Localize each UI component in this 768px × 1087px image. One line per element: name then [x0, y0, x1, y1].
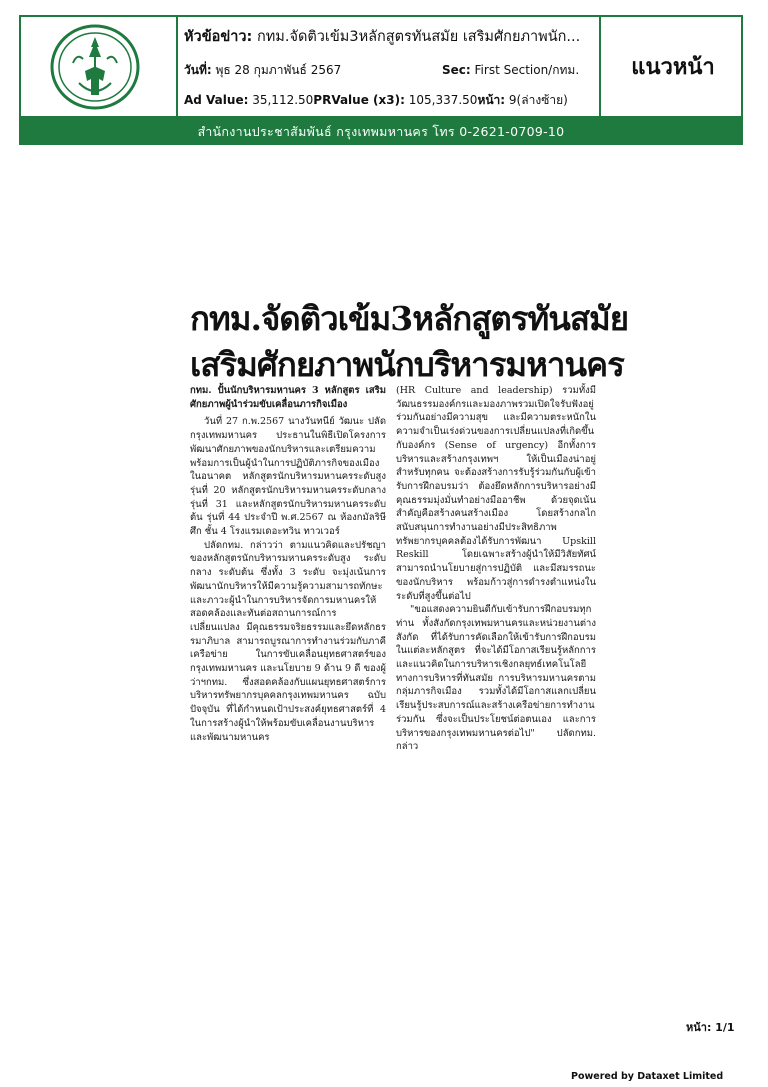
article-paragraph: วันที่ 27 ก.พ.2567 นางวันทนีย์ วัฒนะ ปลัดกรุงเทพมหานคร ประธานในพิธีเปิดโครงการพัฒนาศักยภาพของนักบริหารและเตรียมความพร้อมการเป็นผู้นำในการปฏิบัติภารกิจของเมืองในอนาคต หลักสูตรนักบริหารมหานครระดับสูง รุ่นที่ 20 หลักสูตรนักบริหารมหานครระดับกลาง รุ่นที่ 31 และหลักสูตรนักบริหารมหานครระดับต้น รุ่นที่ 44 ประจำปี พ.ศ.2567 ณ ห้องกมัลริษีศึก ชั้น 4 โรงแรมเดอะทวิน ทาวเวอร์: [190, 416, 386, 538]
logo-cell: [21, 17, 178, 116]
article-lead: กทม. ปั้นนักบริหารมหานคร 3 หลักสูตร เสริมศักยภาพผู้นำร่วมขับเคลื่อนภารกิจเมือง: [190, 385, 386, 410]
pr-value: 105,337.50: [408, 93, 478, 107]
powered-by: Powered by Dataxet Limited: [571, 1071, 724, 1082]
article-paragraph: ปลัดกทม. กล่าวว่า ตามแนวคิดและปรัชญาของหลักสูตรนักบริหารมหานครระดับสูง ระดับกลาง ระดับต้น ซึ่งทั้ง 3 ระดับ จะมุ่งเน้นการพัฒนานักบริหารให้มีความรู้ความสามารถทักษะและภาวะผู้นำในการบริหารจัดการมหานครให้สอดคล้องและทันต่อสถานการณ์การเปลี่ยนแปลง มีคุณธรรมจริยธรรมและยึดหลักธรรมาภิบาล สามารถบูรณาการทำงานร่วมกับภาคีเครือข่าย ในการขับเคลื่อนยุทธศาสตร์ของกรุงเทพมหานคร และนโยบาย 9 ด้าน 9 ดี ของผู้ว่าฯกทม. ซึ่งสอดคล้องกับแผนยุทธศาสตร์การบริหารทรัพยากรบุคคลกรุงเทพมหานคร ฉบับปัจจุบัน ที่ได้กำหนดเป้าประสงค์ยุทธศาสตร์ที่ 4 ในการสร้างผู้นำให้พร้อมขับเคลื่อนงานบริหารและพัฒนามหานคร: [190, 539, 386, 743]
headline-line-1: กทม.จัดติวเข้ม3หลักสูตรทันสมัย: [190, 299, 629, 338]
ad-value: 35,112.50: [252, 93, 314, 107]
clipping-info: [176, 17, 601, 116]
section-row: [442, 61, 579, 80]
article-column-1: [190, 384, 386, 744]
headline-label: หัวข้อข่าว:: [184, 29, 253, 45]
page-value: 9(ล่างซ้าย): [508, 93, 568, 107]
article-paragraph: (HR Culture and leadership) รวมทั้งมีวัฒนธรรมองค์กรและมองภาพรวมเปิดใจรับฟังอยู่ร่วมกันอย่างมีความสุข และมีความตระหนักในความจำเป็นเร่งด่วนของการเปลี่ยนแปลงที่เกิดขึ้นกับองค์กร (Sense of urgency) อีกทั้งการบริหารและสร้างกรุงเทพฯ ให้เป็นเมืองน่าอยู่สำหรับทุกคน จะต้องสร้างการรับรู้ร่วมกันกับผู้เข้ารับการฝึกอบรมว่า ต้องยึดหลักการบริหารอย่างมีคุณธรรมมุ่งมั่นทำอย่างมืออาชีพ ด้วยจุดเน้นสำคัญคือสร้างคนสร้างเมือง โดยสร้างกลไกสนับสนุนการทำงานอย่างมีประสิทธิภาพทรัพยากรบุคคลต้องได้รับการพัฒนา Upskill Reskill โดยเฉพาะสร้างผู้นำให้มีวิสัยทัศน์สามารถนำนโยบายสู่การปฏิบัติ และมีสมรรถนะของนักบริหาร พร้อมก้าวสู่การดำรงตำแหน่งในระดับที่สูงขึ้นต่อไป: [396, 385, 596, 602]
value-row: [184, 91, 568, 110]
date-label: วันที่:: [184, 63, 212, 77]
article-paragraph: "ขอแสดงความยินดีกับเข้ารับการฝึกอบรมทุกท่าน ทั้งสังกัดกรุงเทพมหานครและหน่วยงานต่างสังกัด ที่ได้รับการคัดเลือกให้เข้ารับการฝึกอบรมในแต่ละหลักสูตร ที่จะได้มีโอกาสเรียนรู้หลักการและแนวคิดในการบริหารเชิงกลยุทธ์เทคโนโลยีทางการบริหารที่ทันสมัย การบริหารมหานครตามกลุ่มภารกิจเมือง รวมทั้งได้มีโอกาสแลกเปลี่ยนเรียนรู้ประสบการณ์และสร้างเครือข่ายการทำงานร่วมกัน ซึ่งจะเป็นประโยชน์ต่อตนเอง และการบริหารของกรุงเทพมหานครต่อไป" ปลัดกทม. กล่าว: [396, 604, 596, 753]
clipping-header: [19, 15, 743, 118]
publication-name: แนวหน้า: [631, 55, 715, 80]
article-headline: [190, 296, 629, 388]
page-label: หน้า:: [477, 93, 506, 107]
date-row: [184, 61, 341, 80]
headline-value: กทม.จัดติวเข้ม3หลักสูตรทันสมัย เสริมศักยภาพนัก...: [256, 29, 581, 45]
contact-banner: สำนักงานประชาสัมพันธ์ กรุงเทพมหานคร โทร 0-2621-0709-10: [19, 118, 743, 145]
sec-label: Sec:: [442, 63, 471, 77]
pr-value-label: PRValue (x3):: [313, 93, 405, 107]
page-indicator: หน้า: 1/1: [686, 1021, 735, 1034]
ad-value-label: Ad Value:: [184, 93, 249, 107]
sec-value: First Section/กทม.: [474, 63, 580, 77]
article-column-2: [396, 384, 596, 754]
date-value: พุธ 28 กุมภาพันธ์ 2567: [215, 63, 342, 77]
headline-line-2: เสริมศักยภาพนักบริหารมหานคร: [190, 345, 624, 384]
headline-row: [184, 25, 580, 48]
bangkok-seal-logo-icon: [49, 23, 141, 111]
